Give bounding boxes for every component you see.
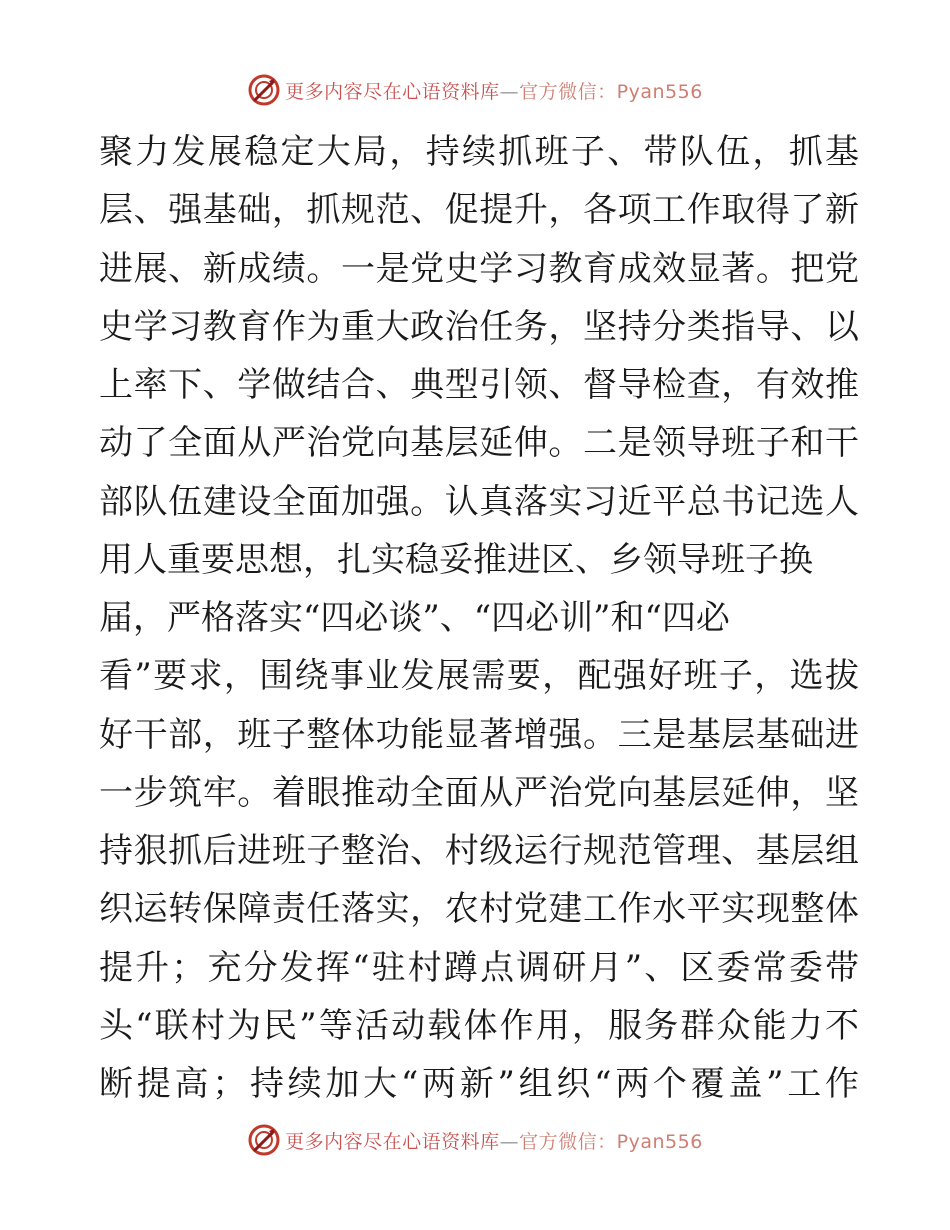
footer-site-text: 更多内容尽在心语资料库	[285, 1130, 500, 1153]
body-line: 动了全面从严治党向基层延伸。二是领导班子和干	[99, 423, 859, 464]
footer-banner	[0, 1120, 950, 1160]
body-line: 用人重要思想，扎实稳妥推进区、乡领导班子换	[99, 539, 813, 580]
header-separator: —	[499, 80, 520, 103]
body-line: 好干部，班子整体功能显著增强。三是基层基础进	[99, 714, 859, 755]
body-line: 断提高；持续加大“两新”组织“两个覆盖”工作	[99, 1064, 859, 1104]
body-line: 织运转保障责任落实，农村党建工作水平实现整体	[99, 889, 859, 930]
body-line: 上率下、学做结合、典型引领、督导检查，有效推	[99, 365, 859, 405]
body-line: 持狠抓后进班子整治、村级运行规范管理、基层组	[99, 831, 859, 871]
body-line: 一步筑牢。着眼推动全面从严治党向基层延伸，坚	[99, 772, 859, 813]
body-line: 届，严格落实“四必谈”、“四必训”和“四必	[99, 598, 730, 638]
document-body	[99, 123, 859, 1113]
header-banner	[0, 70, 950, 110]
header-banner-text	[285, 77, 703, 104]
header-site-text: 更多内容尽在心语资料库	[285, 80, 500, 103]
body-line: 层、强基础，抓规范、促提升，各项工作取得了新	[99, 190, 859, 231]
body-line: 史学习教育作为重大政治任务，坚持分类指导、以	[99, 306, 859, 347]
footer-wechat-text: 官方微信：Pyan556	[519, 1130, 703, 1153]
body-line: 提升；充分发挥“驻村蹲点调研月”、区委常委带	[99, 947, 859, 988]
body-line: 看”要求，围绕事业发展需要，配强好班子，选拔	[99, 656, 859, 697]
footer-banner-text	[285, 1127, 703, 1154]
body-line: 头“联村为民”等活动载体作用，服务群众能力不	[99, 1005, 859, 1046]
logo-icon	[247, 73, 281, 107]
logo-icon	[247, 1123, 281, 1157]
body-line: 聚力发展稳定大局，持续抓班子、带队伍，抓基	[99, 132, 859, 172]
body-line: 进展、新成绩。一是党史学习教育成效显著。把党	[99, 248, 859, 289]
header-wechat-text: 官方微信：Pyan556	[519, 80, 703, 103]
body-line: 部队伍建设全面加强。认真落实习近平总书记选人	[99, 481, 859, 522]
footer-separator: —	[499, 1130, 520, 1153]
